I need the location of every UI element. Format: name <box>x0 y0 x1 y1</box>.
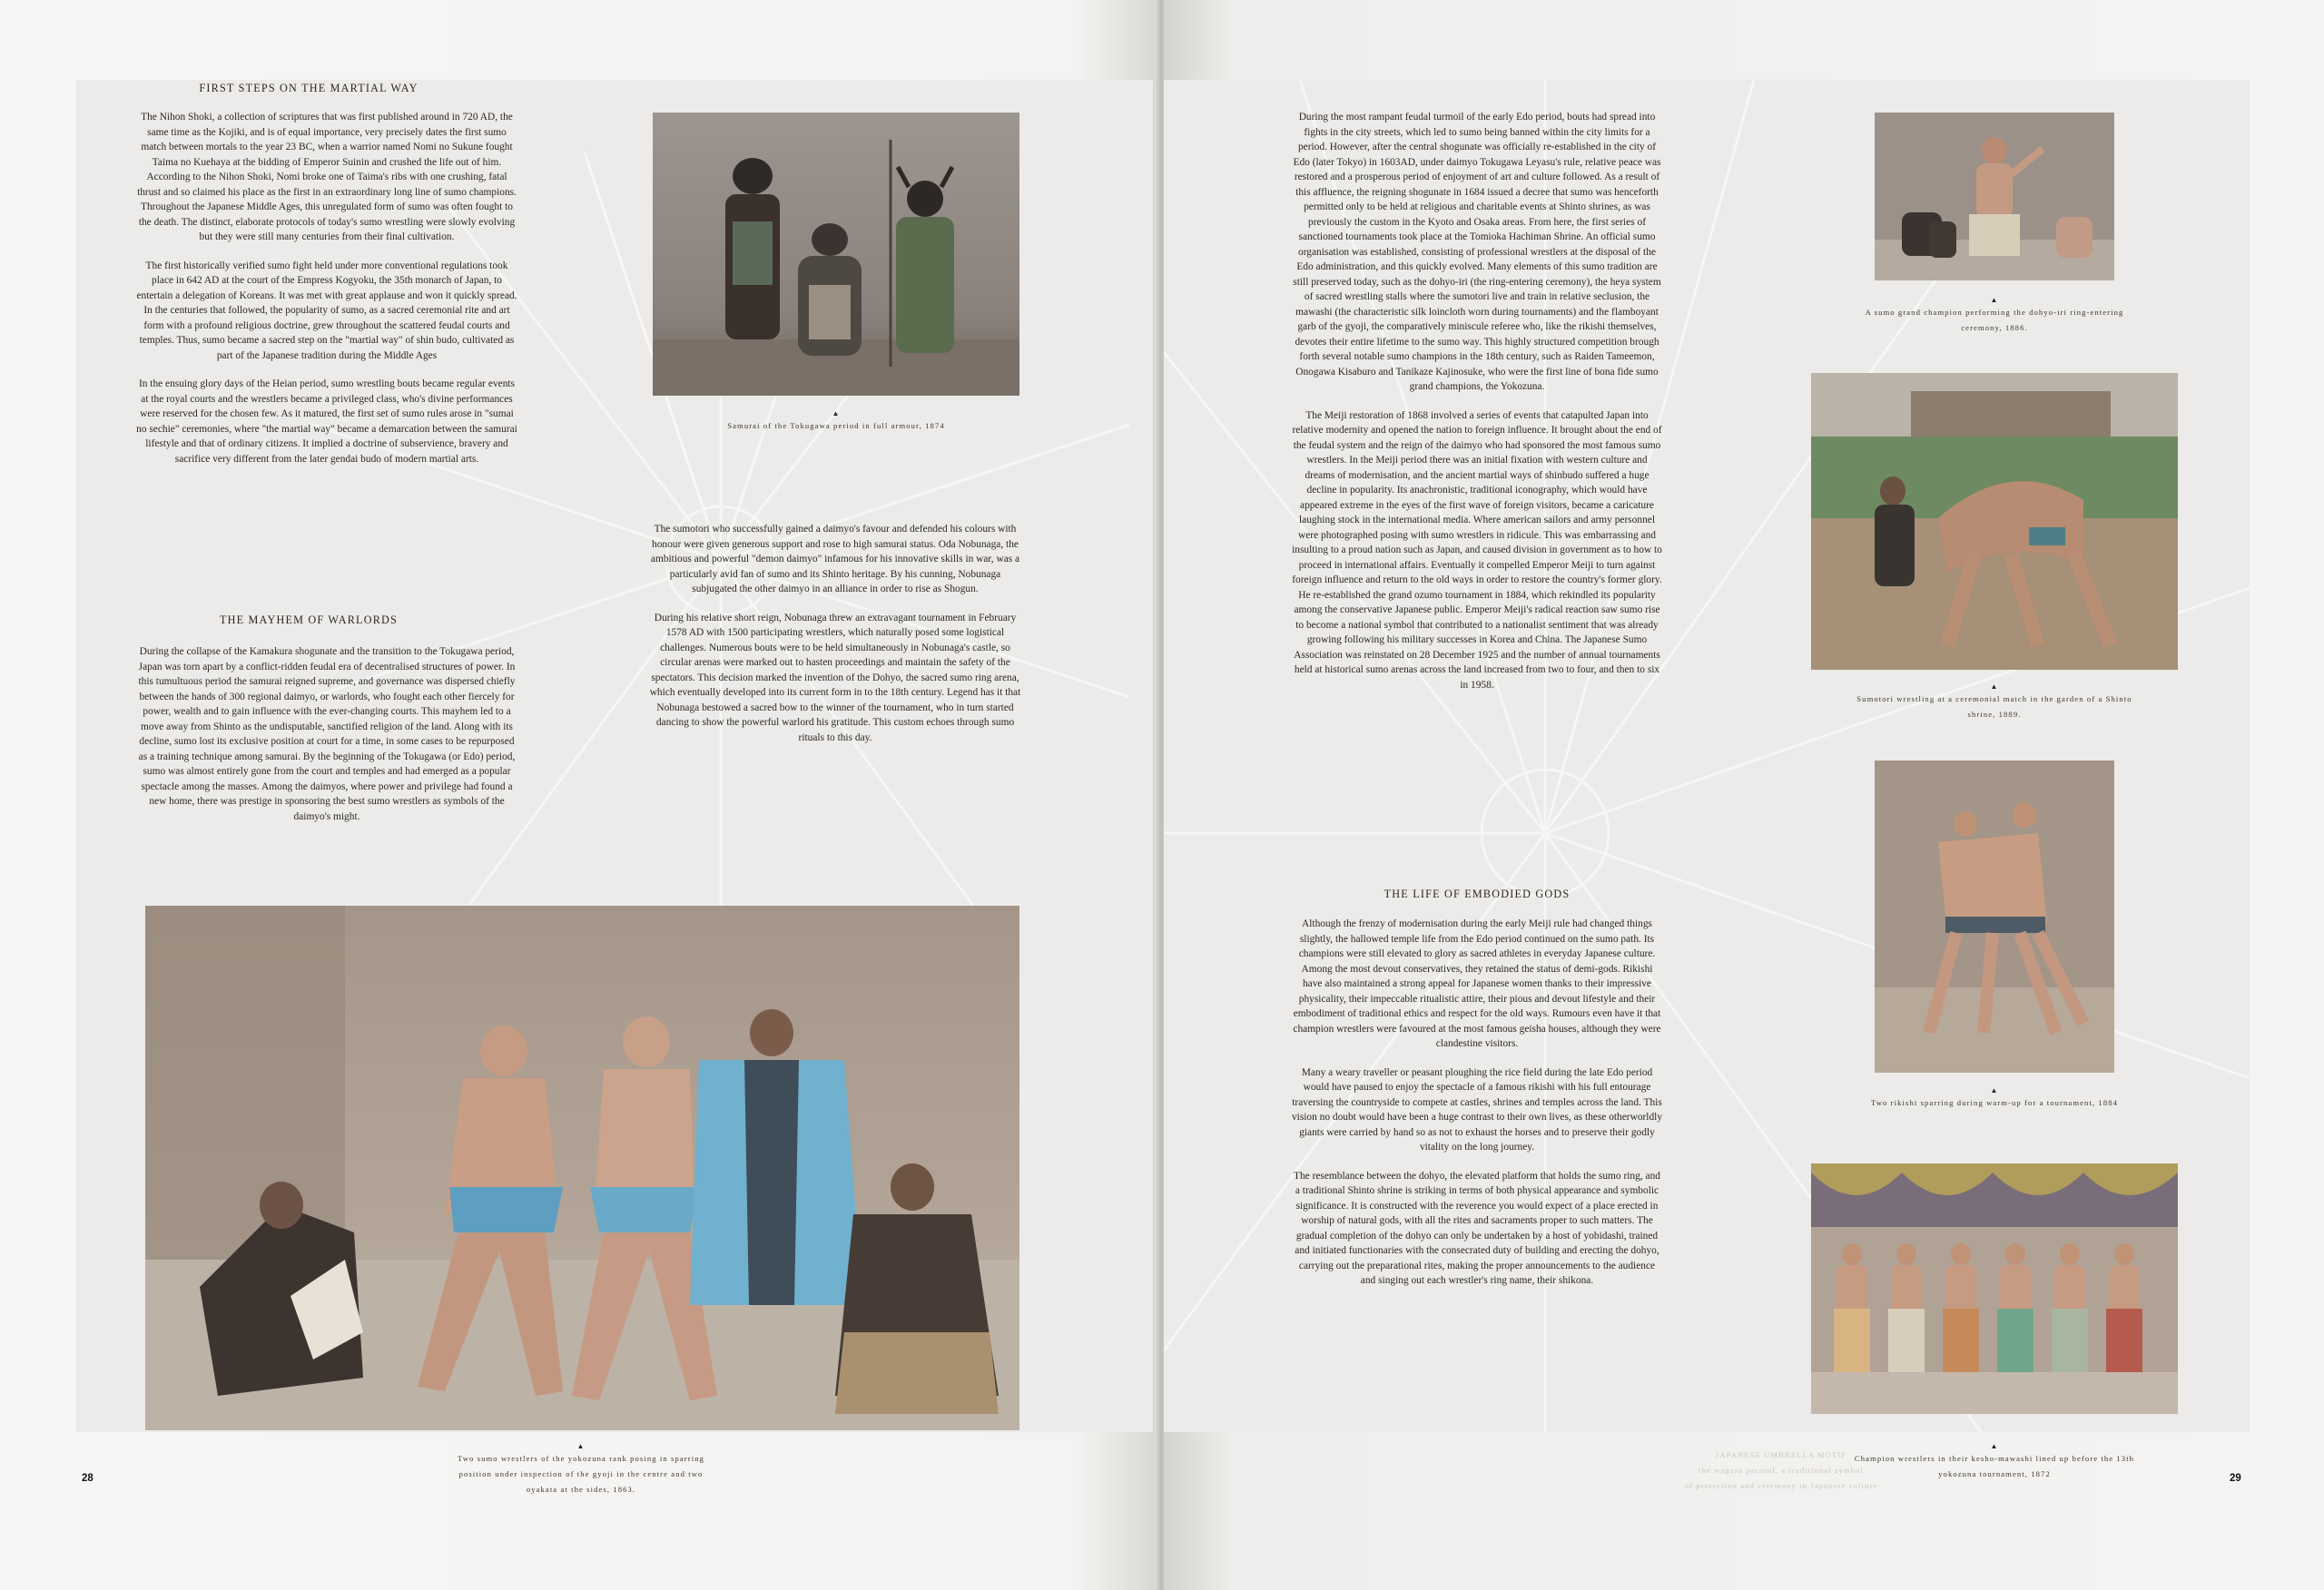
sparring-photo <box>1875 761 2114 1073</box>
caption-text: Samurai of the Tokugawa period in full armour, 1874 <box>727 421 945 430</box>
paragraph: During the most rampant feudal turmoil of the early Edo period, bouts had spread into fights in the city streets, which led to sumo being banned within the city limits for a period. However, after the central shogunate was officially re-established in the city of Edo (later Tokyo) in 1603AD, under daimyo Tokugawa Leyasu's rule, relative peace was restored and a prosperous period of enjoyment of art and culture followed. As a result of this affluence, the reigning shogunate in 1684 issued a decree that sumo was henceforth permitted only to be held at religious and charitable events at Shinto shrines, as was previously the custom in the Kyoto and Osaka areas. From here, the first series of sanctioned tournaments took place at the Tomioka Hachiman Shrine. An official sumo organisation was established, consisting of professional wrestlers at the disposal of the Edo administration, and this quickly evolved. Many elements of this sumo tradition are still preserved today, such as the dohyo-iri (the ring-entering ceremony), the heya system of sacred wrestling stalls where the sumotori live and train in relative seclusion, the mawashi (the characteristic silk loincloth worn during tournaments) and the flamboyant garb of the gyoji, the comparatively miniscule referee who, like the rikishi themselves, devotes their entire lifetime to the sumo way. This highly structured competition brough forth several notable sumo champions in the 18th century, such as Raiden Tameemon, Onogawa Kisaburo and Tanikaze Kajinosuke, who were the first line of bona fide sumo grand champions, the Yokozuna. <box>1293 112 1661 392</box>
caption-text: Two sumo wrestlers of the yokozuna rank posing in sparring position under inspection of the gyoji in the centre and two oyakata at the sides, 1863. <box>457 1454 705 1494</box>
paragraph: The Nihon Shoki, a collection of scriptures that was first published around in 720 AD, the same time as the Kojiki, and is of equal importance, very precisely dates the first sumo match between mortals to the year 23 BC, when a warrior named Nomi no Sukune fought Taima no Kuehaya at the bidding of Emperor Suinin and crushed the life out of him. According to the Nihon Shoki, Nomi broke one of Taima's ribs with one crushing, fatal thrust and so claimed his place as the first in an extraordinary long line of sumo champions. Throughout the Japanese Middle Ages, this unregulated form of sumo was often fought to the death. The distinct, elaborate protocols of today's sumo wrestling were slowly evolving but they were still many centuries from their final cultivation. <box>137 112 517 242</box>
caption-garden-match <box>1854 682 2135 722</box>
page-number-right: 29 <box>2230 1473 2241 1484</box>
paragraph: Although the frenzy of modernisation during the early Meiji rule had changed things slightly, the hallowed temple life from the Edo period continued on the sumo path. Its champions were still elevated to glory as sacred athletes in everyday Japanese culture. Among the most devout conservatives, they retained the status of demi-gods. Rikishi have also maintained a strong appeal for Japanese women thanks to their impressive physicality, their impeccable ritualistic attire, their pious and devout lifestyle and their embodiment of traditional ethics and respect for the old ways. Rumours even have it that champion wrestlers were favoured at the most famous geisha houses, although they were clandestine visitors. <box>1293 918 1661 1049</box>
paragraph: The first historically verified sumo fight held under more conventional regulations took place in 642 AD at the court of the Empress Kogyoku, the 35th monarch of Japan, to entertain a delegation of Koreans. It was met with great applause and won it quickly spread. In the centuries that followed, the popularity of sumo, as a sacred ceremonial rite and art form with a profound religious doctrine, grew throughout the scattered feudal courts and temples. Thus, sumo became a sacred step on the "martial way" of shin budo, cultivated as part of the Japanese tradition during the Middle Ages <box>136 260 517 361</box>
ghost-caption <box>1645 1448 1917 1494</box>
triangle-icon: ▲ <box>832 409 841 417</box>
caption-samurai <box>653 409 1019 434</box>
paragraph: In the ensuing glory days of the Heian period, sumo wrestling bouts became regular events at the royal courts and the wrestlers became a privileged class, who's divine performances were reserved for the chosen few. As it matured, the first set of sumo rules arose in "sumai no sechie" ceremonies, where "the martial way" became a demarcation between the samurai lifestyle and that of ordinary citizens. It implied a doctrine of subservience, bravery and sacrifice very different from the later gendai budo of modern martial arts. <box>136 378 517 465</box>
section-heading-warlords: THE MAYHEM OF WARLORDS <box>219 613 399 626</box>
caption-text: Champion wrestlers in their kesho-mawashi lined up before the 13th yokozuna tournament, 1872 <box>1854 1454 2135 1478</box>
paragraph: During his relative short reign, Nobunaga threw an extravagant tournament in February 1578 AD with 1500 participating wrestlers, which naturally posed some logistical challenges. Numerous bouts were to be held simultaneously in Nobunaga's castle, so circular arenas were marked out to hasten proceedings and maintain the safety of the spectators. This decision marked the invention of the Dohyo, the sacred sumo ring arena, which eventually developed into its current form in to the 18th century. Legend has it that Nobunaga bestowed a sacred bow to the winner of the tournament, who in turn started dancing to show the powerful warlord his gratitude. This custom echoes through sumo rituals to this day. <box>649 612 1021 743</box>
champions-lineup-photo <box>1811 1163 2178 1414</box>
grand-champion-photo <box>1875 113 2114 280</box>
caption-grand-champion <box>1863 296 2126 336</box>
section-heading-martial-way: FIRST STEPS ON THE MARTIAL WAY <box>199 82 419 94</box>
text-column-left-2 <box>136 644 517 838</box>
triangle-icon: ▲ <box>576 1442 586 1450</box>
text-column-right-2 <box>1291 917 1663 1302</box>
caption-text: Sumotori wrestling at a ceremonial match in the garden of a Shinto shrine, 1889. <box>1856 694 2132 719</box>
caption-sparring <box>1863 1086 2126 1111</box>
triangle-icon: ▲ <box>1990 296 1999 304</box>
ghost-caption-line: the wagasa parasol, a traditional symbol <box>1699 1466 1864 1475</box>
triangle-icon: ▲ <box>1990 1442 1999 1450</box>
ghost-caption-line: of protection and ceremony in Japanese culture <box>1684 1481 1878 1490</box>
triangle-icon: ▲ <box>1990 1086 1999 1094</box>
paragraph: The sumotori who successfully gained a daimyo's favour and defended his colours with honour were given generous support and rose to high samurai status. Oda Nobunaga, the ambitious and powerful "demon daimyo" infamous for his innovative skills in war, was a particularly avid fan of sumo and its Shinto heritage. By his cunning, Nobunaga subjugated the other daimyo in an alliance in order to rise as Shogun. <box>650 524 1020 594</box>
ghost-caption-title: JAPANESE UMBRELLA MOTIF <box>1715 1450 1847 1459</box>
page-number-left: 28 <box>82 1473 94 1484</box>
right-page <box>1164 0 2324 1590</box>
paragraph: The Meiji restoration of 1868 involved a series of events that catapulted Japan into relative modernity and opened the nation to foreign influence. It brought about the end of the feudal system and the reign of the daimyo who had sponsored the most famous sumo wrestlers. In the Meiji period there was an initial fixation with western culture and dreams of modernisation, and the ancient martial ways of shinbudo suffered a huge decline in popularity. Its anachronistic, traditional iconography, which would have appeared extreme in the eyes of the first wave of foreign visitors, became a caricature laughing stock in the international media. Where american sailors and army personnel were photographed posing with sumo wrestlers in ridicule. This was embarrassing and insulting to a proud nation such as Japan, and caused division in government as to how to proceed in international affairs. Eventually it compelled Emperor Meiji to turn against foreign influence and return to the old ways in order to restore the country's former glory. He re-established the grand ozumo tournament in 1884, which rekindled its popularity among the conservative Japanese public. Emperor Meiji's radical reaction saw sumo rise to become a national symbol that contributed to a nationalist sentiment that was already growing following his military successes in Korea and China. The Japanese Sumo Association was reinstated on 28 December 1925 and the number of annual tournaments held at historical sumo arenas across the land increased from two to four, and then to six in 1958. <box>1292 409 1662 691</box>
text-column-right-1 <box>1291 110 1663 706</box>
left-page <box>0 0 1158 1590</box>
caption-text: A sumo grand champion performing the dohyo-iri ring-entering ceremony, 1886. <box>1865 308 2124 332</box>
samurai-photo <box>653 113 1019 396</box>
caption-text: Two rikishi sparring during warm-up for a tournament, 1884 <box>1870 1098 2119 1107</box>
triangle-icon: ▲ <box>1990 682 1999 691</box>
wrestlers-photo <box>145 906 1019 1430</box>
garden-match-photo <box>1811 373 2178 670</box>
paragraph: During the collapse of the Kamakura shogunate and the transition to the Tokugawa period, Japan was torn apart by a conflict-ridden feudal era of decentralised structures of power. In this tumultuous period the samurai reigned supreme, and governance was dispersed chiefly between the hands of 300 regional daimyo, or warlords, who fought each other fiercely for power, wealth and to gain influence with the ever-changing courts. This mayhem led to a move away from Shinto as the undisputable, sanctified religion of the land. Along with its decline, sumo lost its exclusive position at court for a time, in some cases to be repurposed as a training technique among samurai. By the beginning of the Tokugawa (or Edo) period, sumo was almost entirely gone from the court and temples and had emerged as a popular spectacle among the masses. Among the daimyos, where power and privilege had found a new home, there was prestige in sponsoring the best sumo wrestlers as symbols of the daimyo's might. <box>138 646 516 822</box>
text-column-left-1 <box>136 110 517 480</box>
caption-wrestlers <box>454 1442 708 1497</box>
paragraph: Many a weary traveller or peasant ploughing the rice field during the late Edo period would have paused to enjoy the spectacle of a famous rikishi with his full entourage traversing the countryside to compete at castles, shrines and temples across the land. This vision no doubt would have been a huge contrast to their own lives, as these otherworldly giants were carried by hand so as not to exhaust the horses and to preserve their godly vitality on the long journey. <box>1291 1066 1663 1153</box>
section-heading-embodied-gods: THE LIFE OF EMBODIED GODS <box>1384 888 1571 900</box>
text-column-left-3 <box>649 522 1021 759</box>
paragraph: The resemblance between the dohyo, the elevated platform that holds the sumo ring, and a traditional Shinto shrine is striking in terms of both physical appearance and symbolic significance. It is constructed with the reverence you would expect of a place erected in worship of natural gods, with all the rites and sacraments proper to such matters. The gradual completion of the dohyo can only be undertaken by a host of yobidashi, trained and initiated functionaries with the consecrated duty of building and erecting the dohyo, carrying out the preparational rites, making the proper announcements to the audience and singing out each wrestler's ring name, their shikona. <box>1294 1170 1660 1286</box>
